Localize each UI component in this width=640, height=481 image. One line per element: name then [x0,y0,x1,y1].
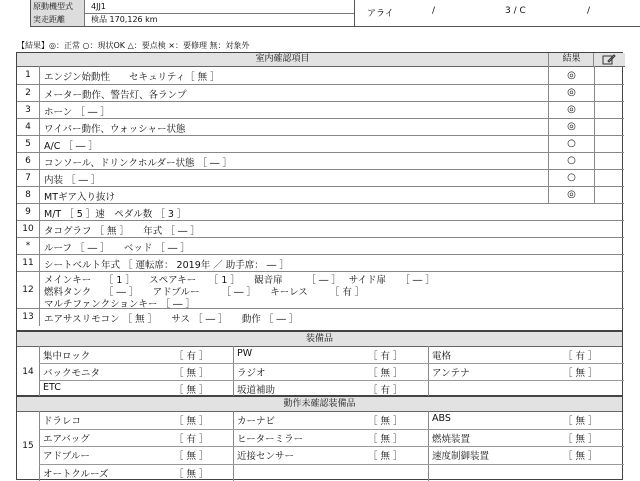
inspection-row [17,254,624,272]
equipment-cell [233,446,428,465]
mileage-label: 実走距離 [31,13,85,26]
equipment-status: ［ 有 ］ [174,431,209,445]
result-mark: ◎ [549,66,595,84]
result-header [548,53,594,67]
row-text: マルチファンクションキー ［ ― ］ [44,296,195,310]
row-number: 10 [17,220,40,237]
equipment-name: 坂道補助 [237,382,275,396]
result-cells [548,135,626,152]
row-number: 7 [17,169,40,186]
row-number: 13 [17,308,40,326]
equipment-section [16,331,623,396]
row-number: * [17,237,40,254]
equipment-cell [428,363,624,381]
header-title: 室内確認項目 [17,53,548,66]
inspection-row [17,118,624,136]
equipment-cell [39,446,233,465]
equipment-cell [39,363,233,381]
row-text: メインキー ［ 1 ］ スペアキー ［ 1 ］ 観音扉 ［ ― ］ サイド扉 ［ ― ］ [44,272,435,286]
unverified-title: 動作未確認装備品 [17,397,622,412]
result-cells [548,101,626,118]
equipment-name: 電格 [432,348,451,362]
equipment-cell [233,411,428,430]
row-number: 5 [17,135,40,152]
row-text: シートベルト年式 ［ 運転席： 2019年 ／ 助手席： ― ］ [44,257,289,271]
equipment-name: オートクルーズ [43,466,109,480]
row-number: 9 [17,203,40,220]
row-number: 12 [17,271,40,308]
equipment-name: 近接センサー [237,448,294,462]
inspection-row [17,271,624,309]
equipment-cell [233,363,428,381]
interior-inspection-table [16,52,623,331]
inspection-row [17,135,624,153]
equipment-status: ［ 無 ］ [563,448,598,462]
row-number: 8 [17,186,40,203]
equipment-status: ［ 無 ］ [174,413,209,427]
row-text: M/T ［ 5 ］速 ペダル数 ［ 3 ］ [44,206,186,220]
equipment-name: ラジオ [237,365,266,379]
edit-icon[interactable] [602,54,616,65]
row-text: MTギア入り抜け [44,189,115,203]
equipment-cell [428,346,624,364]
equipment-name: アンテナ [432,365,470,379]
result-cells [548,84,626,101]
equipment-cell [233,464,428,481]
equipment-cell [428,446,624,465]
icon-header [593,53,625,67]
row-text: メーター動作、警告灯、各ランプ [44,87,187,101]
row-text: A/C ［ ― ］ [44,138,98,152]
row-text: ルーフ ［ ― ］ ベッド ［ ― ］ [44,240,190,254]
equipment-title: 装備品 [17,332,622,347]
alignment-value-1: / [432,6,435,16]
equipment-cell [428,380,624,397]
alignment-value-3: / [587,6,590,16]
equipment-number: 14 [17,346,40,397]
row-text: タコグラフ ［ 無 ］ 年式 ［ ― ］ [44,223,200,237]
equipment-status: ［ 無 ］ [368,448,403,462]
alignment-strip [355,0,640,27]
equipment-name: アドブルー [43,448,90,462]
equipment-status: ［ 無 ］ [174,466,209,480]
mileage-row [31,13,354,26]
equipment-status: ［ 無 ］ [368,413,403,427]
row-number: 11 [17,254,40,271]
equipment-status: ［ 無 ］ [563,365,598,379]
result-mark: ◎ [549,118,595,135]
table-header [17,53,548,67]
equipment-status: ［ 有 ］ [368,348,403,362]
equipment-cell [233,380,428,397]
result-mark: ◎ [549,101,595,118]
row-text: ホーン ［ ― ］ [44,104,110,118]
equipment-name: ヒーターミラー [237,431,303,445]
engine-model-value: 4JJ1 [91,0,106,13]
engine-model-label: 原動機型式 [31,0,85,13]
equipment-status: ［ 有 ］ [174,348,209,362]
equipment-cell [428,429,624,448]
equipment-name: 速度制御装置 [432,448,489,462]
equipment-cell [233,346,428,364]
equipment-status: ［ 無 ］ [368,365,403,379]
equipment-status: ［ 無 ］ [563,431,598,445]
inspection-row [17,220,624,238]
result-mark: ◎ [549,84,595,101]
equipment-status: ［ 無 ］ [174,365,209,379]
row-number: 1 [17,66,40,84]
result-cells [548,186,626,203]
row-number: 4 [17,118,40,135]
equipment-status: ［ 無 ］ [174,382,209,396]
alignment-value-2: 3 / C [505,6,526,16]
result-cells [548,118,626,135]
inspection-row [17,203,624,221]
vehicle-info-table [30,0,355,27]
result-mark: ○ [549,135,595,152]
equipment-cell [39,380,233,397]
row-text: エンジン始動性 セキュリティ［ 無 ］ [44,69,220,83]
equipment-cell [233,429,428,448]
equipment-name: エアバッグ [43,431,90,445]
equipment-cell [39,411,233,430]
inspection-row [17,237,624,255]
result-cells [548,66,626,84]
equipment-name: 燃焼装置 [432,431,470,445]
equipment-cell [39,429,233,448]
alignment-label: アライ [367,6,394,19]
equipment-name: 集中ロック [43,348,90,362]
unverified-equipment-section [16,396,623,480]
inspection-row [17,84,624,102]
inspection-row [17,66,624,85]
row-text: コンソール、ドリンクホルダー状態 ［ ― ］ [44,155,232,169]
row-number: 3 [17,101,40,118]
result-header-label: 結果 [549,53,594,66]
equipment-status: ［ 無 ］ [563,413,598,427]
result-mark: ○ [549,169,595,186]
inspection-row [17,169,624,187]
equipment-status: ［ 有 ］ [563,348,598,362]
inspection-row [17,308,624,326]
equipment-name: PW [237,348,252,359]
result-cells [548,152,626,169]
result-legend: 【結果】◎：正常 ○：現状OK △：要点検 ×：要修理 無：対象外 [17,40,250,51]
unverified-number: 15 [17,411,40,481]
result-cells [548,169,626,186]
equipment-status: ［ 無 ］ [174,448,209,462]
mileage-value: 検品 170,126 km [91,13,158,26]
result-mark: ◎ [549,186,595,203]
inspection-row [17,152,624,170]
result-mark: ○ [549,152,595,169]
row-text: エアサスリモコン ［ 無 ］ サス ［ ― ］ 動作 ［ ― ］ [44,311,298,325]
inspection-row [17,101,624,119]
equipment-cell [428,411,624,430]
inspection-row [17,186,624,204]
equipment-name: カーナビ [237,413,275,427]
equipment-name: ETC [43,382,61,393]
equipment-cell [428,464,624,481]
equipment-status: ［ 有 ］ [368,382,403,396]
row-number: 2 [17,84,40,101]
equipment-status: ［ 無 ］ [368,431,403,445]
row-number: 6 [17,152,40,169]
equipment-cell [39,346,233,364]
equipment-cell [39,464,233,481]
equipment-name: ABS [432,413,451,424]
row-text: 内装 ［ ― ］ [44,172,101,186]
equipment-name: バックモニタ [43,365,100,379]
row-text: ワイパー動作、ウォッシャー状態 [44,121,185,135]
equipment-name: ドラレコ [43,413,81,427]
engine-model-row [31,0,354,14]
row-text: 燃料タンク ［ ― ］ アドブルー ［ ― ］ キーレス ［ 有 ］ [44,284,364,298]
